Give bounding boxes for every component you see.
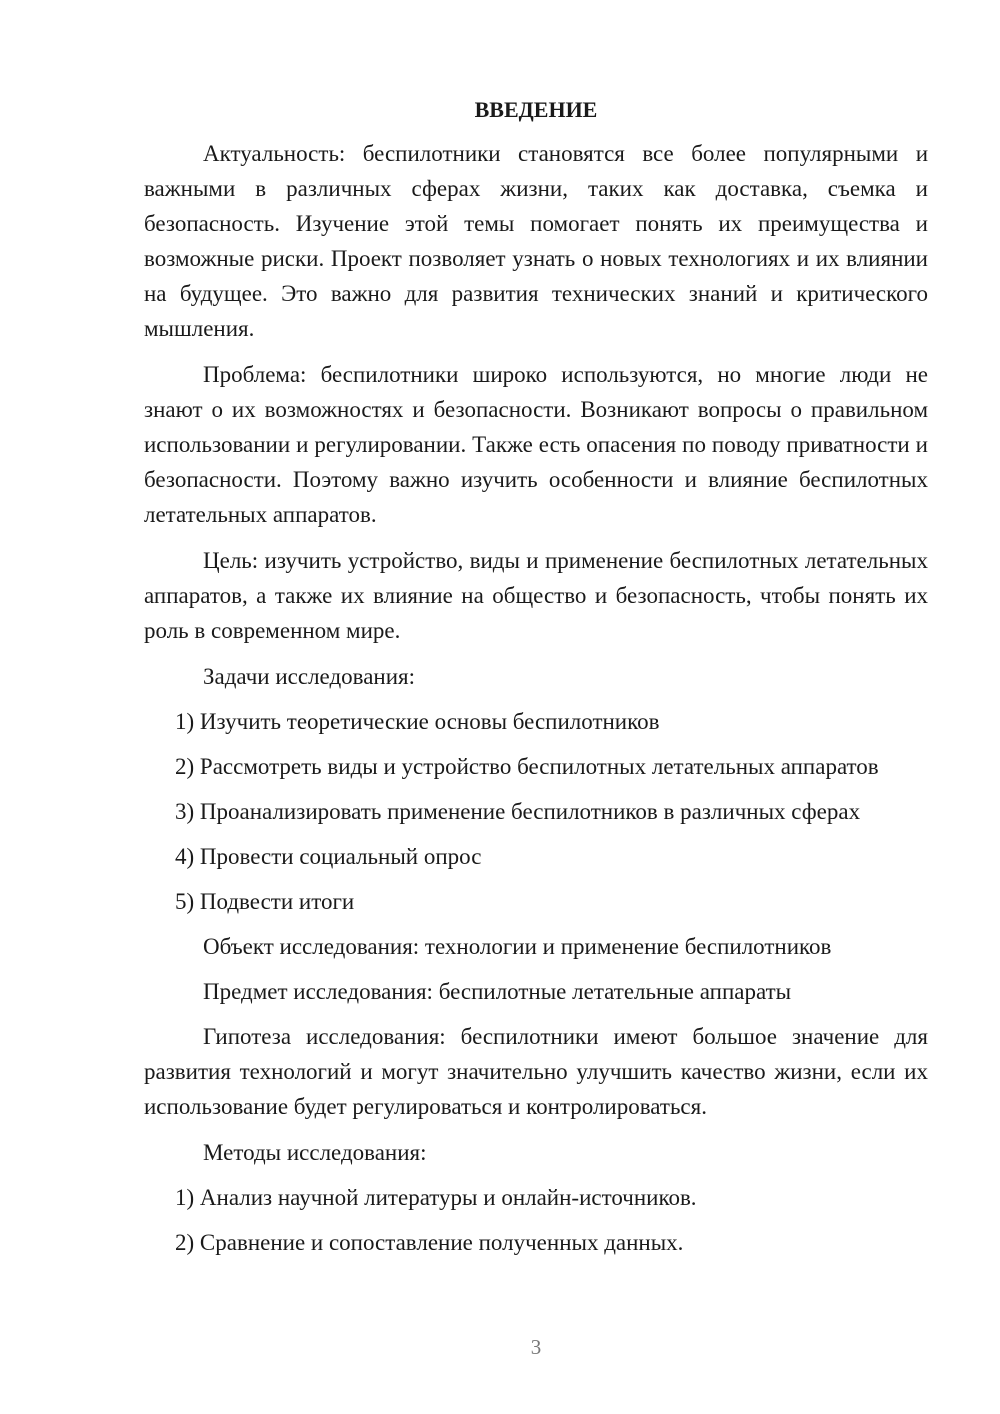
page-number: 3: [530, 1335, 542, 1359]
method-item-2: 2) Сравнение и сопоставление полученных данных.: [175, 1230, 684, 1255]
page-title: ВВЕДЕНИЕ: [474, 97, 598, 122]
methods-heading: Методы исследования:: [203, 1140, 427, 1165]
task-item-4: 4) Провести социальный опрос: [175, 844, 482, 869]
research-hypothesis: Гипотеза исследования: беспилотники имеют большое значение для развития технологий и могут значительно улучшить качество жизни, если их использование будет регулироваться и контролироваться.: [144, 1024, 928, 1119]
paragraph-relevance: Актуальность: беспилотники становятся все более популярными и важными в различных сферах жизни, таких как доставка, съемка и безопасность. Изучение этой темы помогает понять их преимущества и возможные риски. Проект позволяет узнать о новых технологиях и их влиянии на будущее. Это важно для развития технических знаний и критического мышления.: [144, 141, 928, 341]
task-item-5: 5) Подвести итоги: [175, 889, 355, 914]
paragraph-problem: Проблема: беспилотники широко используются, но многие люди не знают о их возможностях и безопасности. Возникают вопросы о правильном использовании и регулировании. Также есть опасения по поводу приватности и безопасности. Поэтому важно изучить особенности и влияние беспилотных летательных аппаратов.: [144, 362, 928, 527]
research-subject: Предмет исследования: беспилотные летательные аппараты: [203, 979, 792, 1004]
task-item-1: 1) Изучить теоретические основы беспилотников: [175, 709, 660, 734]
task-item-3: 3) Проанализировать применение беспилотников в различных сферах: [175, 799, 861, 824]
paragraph-goal: Цель: изучить устройство, виды и применение беспилотных летательных аппаратов, а также их влияние на общество и безопасность, чтобы понять их роль в современном мире.: [144, 548, 928, 643]
page-content: [144, 95, 928, 1260]
tasks-heading: Задачи исследования:: [203, 664, 416, 689]
task-item-2: 2) Рассмотреть виды и устройство беспилотных летательных аппаратов: [175, 754, 879, 779]
method-item-1: 1) Анализ научной литературы и онлайн-источников.: [175, 1185, 697, 1210]
research-object: Объект исследования: технологии и применение беспилотников: [203, 934, 832, 959]
